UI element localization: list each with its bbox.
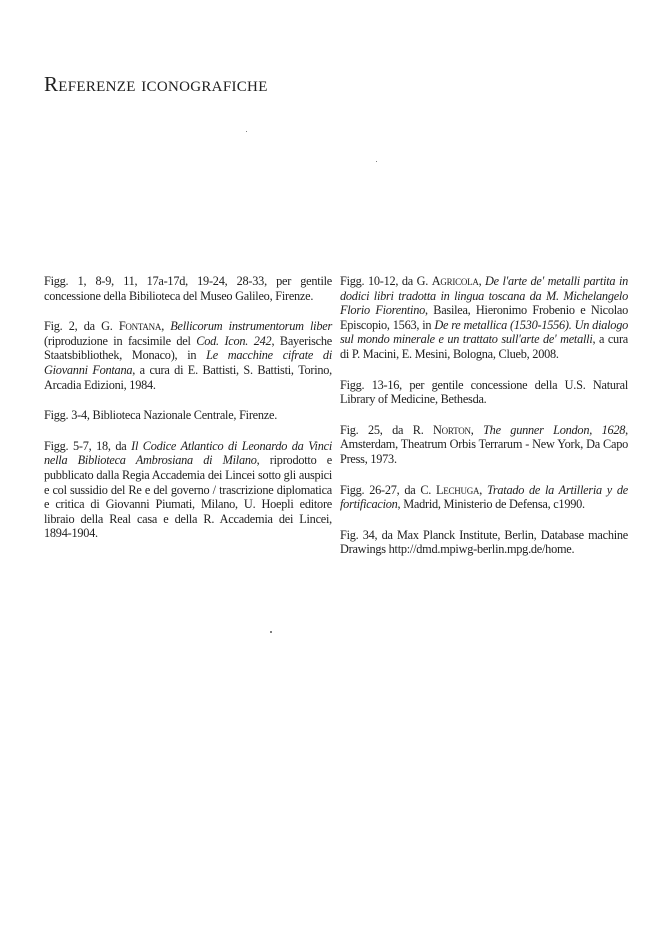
page-title: Referenze iconografiche — [44, 72, 268, 96]
work-title: De re metallica (1530-1556). Un dialogo sul mondo minerale e un trattato sull'arte de' metalli — [340, 317, 628, 347]
scan-speck — [376, 161, 377, 162]
work-title: Il Codice Atlantico di Leonardo da Vinci nella Biblioteca Ambrosiana di Milano — [44, 438, 332, 468]
reference-entry-figg-5-7: Figg. 5-7, 18, da Il Codice Atlantico di Leonardo da Vinci nella Biblioteca Ambrosiana di Milano, riprodotto e pubblicato dalla Regia Accademia dei Lincei sotto gli auspici e col sussidio del Re e del governo / trascrizione diplomatica e critica di Giovanni Piumati, Milano, U. Hoepli editore libraio della Real casa e della R. Accademia dei Lincei, 1894-1904. — [44, 438, 332, 541]
reference-entry-figg-10-12: Figg. 10-12, da G. Agricola, De l'arte de' metalli partita in dodici libri tradotta in lingua toscana da M. Michelangelo Florio Fiorentino, Basilea, Hieronimo Frobenio e Nicolao Episcopio, 1563, in De re metallica (1530-1556). Un dialogo sul mondo minerale e un trattato sull'arte de' metalli, a cura di P. Macini, E. Mesini, Bologna, Clueb, 2008. — [340, 274, 629, 361]
reference-entry-figg-13-16: Figg. 13-16, per gentile concessione della U.S. Natural Library of Medicine, Bethesda. — [340, 377, 628, 407]
reference-entry-figg-3-4: Figg. 3-4, Biblioteca Nazionale Centrale, Firenze. — [44, 408, 278, 423]
left-column — [44, 274, 332, 557]
reference-entry-figg-1: Figg. 1, 8-9, 11, 17a-17d, 19-24, 28-33, per gentile concessione della Bibilioteca del Museo Galileo, Firenze. — [44, 274, 332, 303]
work-title: Bellicorum instrumentorum liber — [170, 319, 332, 334]
right-column — [340, 274, 628, 573]
scan-speck — [270, 631, 272, 633]
author-name: Agricola — [431, 274, 479, 288]
work-title: De l'arte de' metalli partita in dodici libri tradotta in lingua toscana da M. Michelangelo Florio Fiorentino — [340, 274, 629, 318]
scan-speck — [246, 131, 247, 132]
author-name: Fontana — [118, 319, 162, 334]
reference-entry-figg-26-27: Figg. 26-27, da C. Lechuga, Tratado de la Artilleria y de fortificacion, Madrid, Ministerio de Defensa, c1990. — [340, 482, 628, 512]
work-title: Le macchine cifrate di Giovanni Fontana — [44, 348, 332, 377]
reference-entry-fig-34: Fig. 34, da Max Planck Institute, Berlin, Database machine Drawings http://dmd.mpiwg-berlin.mpg.de/home. — [340, 527, 628, 557]
reference-entry-fig-2: Fig. 2, da G. Fontana, Bellicorum instrumentorum liber (riproduzione in facsimile del Cod. Icon. 242, Bayerische Staatsbibliothek, Monaco), in Le macchine cifrate di Giovanni Fontana, a cura di E. Battisti, S. Battisti, Torino, Arcadia Edizioni, 1984. — [44, 319, 333, 392]
work-title: The gunner London, 1628 — [483, 422, 626, 437]
work-title: Tratado de la Artilleria y de fortificacion — [340, 482, 628, 512]
reference-entry-fig-25: Fig. 25, da R. Norton, The gunner London, 1628, Amsterdam, Theatrum Orbis Terrarum - New York, Da Capo Press, 1973. — [340, 422, 628, 466]
codex-ref: Cod. Icon. 242 — [196, 333, 272, 348]
author-name: Lechuga — [435, 482, 480, 497]
author-name: Norton — [433, 422, 471, 437]
